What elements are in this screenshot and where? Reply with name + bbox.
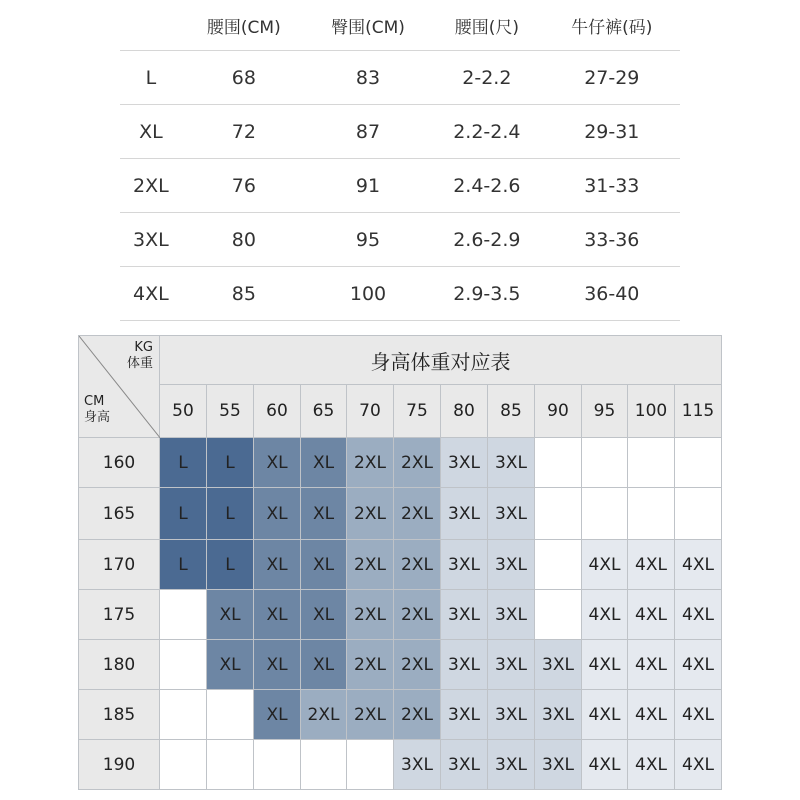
size-cell: XL [301,488,347,540]
size-cell: XL [254,540,301,590]
size-cell [207,740,254,790]
size-cell [301,740,347,790]
size-cell [535,590,582,640]
size-cell: 4XL [582,690,628,740]
column-header: 臀围(CM) [331,17,405,38]
size-cell: 2XL [394,590,441,640]
size-cell: XL [254,640,301,690]
size-cell: 4XL [628,540,675,590]
table-cell: 83 [306,51,430,105]
table-cell: 3XL [120,213,182,267]
size-cell: 2XL [347,590,394,640]
weight-header: 50 [160,385,207,438]
size-cell: 3XL [441,488,488,540]
column-header [120,0,182,51]
table-cell: 27-29 [544,51,680,105]
height-header: 180 [78,640,160,690]
size-cell: XL [254,488,301,540]
table-cell: 95 [306,213,430,267]
size-cell: 3XL [441,740,488,790]
size-cell [347,740,394,790]
size-cell: 4XL [582,640,628,690]
size-cell [535,540,582,590]
size-cell [628,488,675,540]
size-cell: 3XL [441,640,488,690]
size-cell: 2XL [394,690,441,740]
size-cell: 3XL [488,488,535,540]
size-cell: XL [254,690,301,740]
table-row [120,213,680,267]
size-cell [160,690,207,740]
size-cell [160,590,207,640]
height-header: 190 [78,740,160,790]
weight-header: 85 [488,385,535,438]
table-cell: L [120,51,182,105]
weight-header: 65 [301,385,347,438]
size-cell: 4XL [582,590,628,640]
size-cell [160,740,207,790]
size-cell: 3XL [535,740,582,790]
size-cell: 2XL [394,640,441,690]
size-cell: XL [301,640,347,690]
column-header: 牛仔裤(码) [571,17,653,38]
table-cell: 91 [306,159,430,213]
size-cell: L [207,540,254,590]
size-cell: 2XL [347,690,394,740]
size-cell: 3XL [488,590,535,640]
size-cell: 4XL [675,640,722,690]
size-cell: 4XL [675,740,722,790]
table-cell: 2.6-2.9 [430,213,544,267]
weight-header: 75 [394,385,441,438]
table-row [120,51,680,105]
size-cell [628,438,675,488]
size-cell: XL [301,540,347,590]
height-axis-label: CM 身高 [84,394,111,425]
size-cell: 4XL [582,540,628,590]
height-header: 175 [78,590,160,640]
weight-header: 90 [535,385,582,438]
table-cell: 36-40 [544,267,680,321]
weight-header: 100 [628,385,675,438]
table-cell: 85 [182,267,306,321]
table-cell: 2XL [120,159,182,213]
size-cell [535,438,582,488]
size-cell: 3XL [441,690,488,740]
size-cell: L [160,488,207,540]
size-cell: 3XL [488,640,535,690]
size-cell [582,438,628,488]
size-cell: 4XL [628,590,675,640]
size-cell: XL [301,590,347,640]
size-cell: XL [207,640,254,690]
size-cell: 3XL [535,690,582,740]
size-cell: XL [301,438,347,488]
table-row [120,267,680,321]
size-cell [207,690,254,740]
size-cell: 3XL [394,740,441,790]
size-cell: L [207,438,254,488]
weight-axis-label: KG 体重 [126,340,153,371]
size-cell: 3XL [535,640,582,690]
size-cell: 3XL [488,740,535,790]
size-cell [675,488,722,540]
table-cell: XL [120,105,182,159]
height-header: 185 [78,690,160,740]
size-cell: 4XL [582,740,628,790]
size-cell: 3XL [488,690,535,740]
table-cell: 2.9-3.5 [430,267,544,321]
size-cell: 3XL [488,540,535,590]
size-cell: 2XL [394,540,441,590]
size-cell: L [160,540,207,590]
table-cell: 80 [182,213,306,267]
size-cell: 2XL [394,488,441,540]
size-measurement-table [120,0,680,321]
size-cell: 3XL [441,438,488,488]
size-cell: 2XL [347,640,394,690]
table-cell: 33-36 [544,213,680,267]
weight-header: 55 [207,385,254,438]
table-row [120,159,680,213]
column-header: 腰围(CM) [206,17,281,38]
size-cell: 4XL [628,740,675,790]
size-cell [675,438,722,488]
table-cell: 29-31 [544,105,680,159]
table-cell: 2-2.2 [430,51,544,105]
size-cell: 4XL [675,690,722,740]
weight-header: 70 [347,385,394,438]
size-cell: 4XL [628,690,675,740]
size-cell: XL [254,590,301,640]
size-cell: 2XL [347,540,394,590]
size-cell: 4XL [628,640,675,690]
size-cell: 3XL [441,590,488,640]
size-cell: L [207,488,254,540]
size-cell [254,740,301,790]
table-cell: 31-33 [544,159,680,213]
table-cell: 87 [306,105,430,159]
size-cell [582,488,628,540]
size-cell: 4XL [675,590,722,640]
table-cell: 2.2-2.4 [430,105,544,159]
size-cell: 2XL [301,690,347,740]
table-cell: 72 [182,105,306,159]
table-row [120,105,680,159]
size-cell [535,488,582,540]
table-cell: 2.4-2.6 [430,159,544,213]
height-header: 160 [78,438,160,488]
size-cell: XL [254,438,301,488]
height-header: 165 [78,488,160,540]
table-cell: 68 [182,51,306,105]
size-cell: 3XL [441,540,488,590]
size-cell: 2XL [347,438,394,488]
table-cell: 4XL [120,267,182,321]
weight-header: 115 [675,385,722,438]
size-cell: 4XL [675,540,722,590]
height-weight-chart [78,335,722,790]
weight-header: 95 [582,385,628,438]
corner-header-cell [78,335,160,438]
size-cell: XL [207,590,254,640]
height-header: 170 [78,540,160,590]
size-cell: L [160,438,207,488]
column-header: 腰围(尺) [454,17,519,38]
weight-header: 80 [441,385,488,438]
size-cell: 2XL [394,438,441,488]
weight-header: 60 [254,385,301,438]
table-cell: 100 [306,267,430,321]
size-cell [160,640,207,690]
table-cell: 76 [182,159,306,213]
chart-title: 身高体重对应表 [160,335,722,385]
size-cell: 3XL [488,438,535,488]
size-cell: 2XL [347,488,394,540]
